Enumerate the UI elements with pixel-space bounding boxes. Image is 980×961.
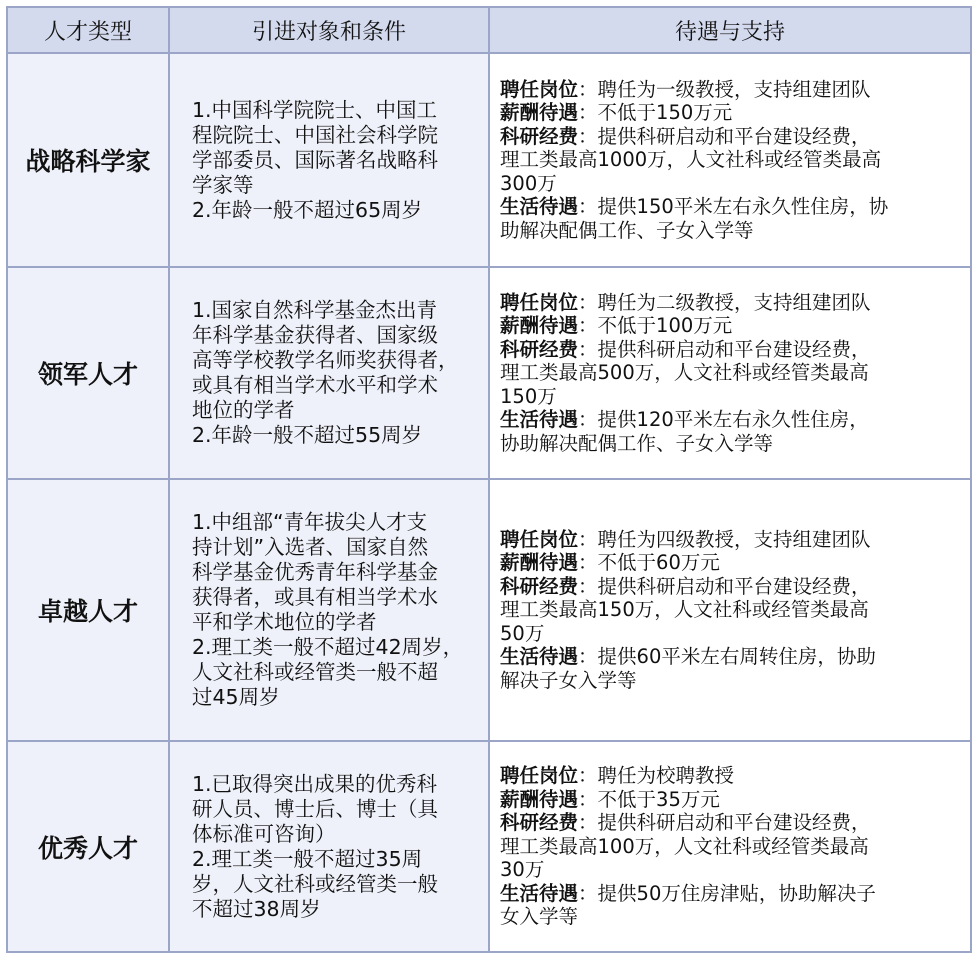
benefit-text: 提供科研启动和平台建设经费， <box>597 124 871 148</box>
condition-line: 2.年龄一般不超过55周岁 <box>192 423 423 447</box>
condition-line: 不超过38周岁 <box>192 896 321 921</box>
benefit-label: 薪酬待遇 <box>500 101 579 125</box>
benefit-text: 聘任为四级教授，支持组建团队 <box>597 527 871 551</box>
benefit-line: 科研经费：提供科研启动和平台建设经费， <box>500 574 871 598</box>
talent-policy-table <box>6 6 972 953</box>
benefit-label: 薪酬待遇 <box>500 787 579 811</box>
condition-line: 平和学术地位的学者 <box>192 610 377 634</box>
condition-line: 1.中国科学院院士、中国工 <box>192 97 438 122</box>
benefit-line <box>500 598 964 622</box>
benefit-text: 提供科研启动和平台建设经费， <box>597 574 871 598</box>
condition-line: 地位的学者 <box>192 398 295 422</box>
benefit-text: 理工类最高500万，人文社科或经管类最高 <box>500 361 869 385</box>
talent-type-cell: 领军人才 <box>7 267 169 479</box>
talent-type-cell: 卓越人才 <box>7 479 169 741</box>
benefit-text: 聘任为一级教授，支持组建团队 <box>597 77 871 101</box>
benefit-line: 生活待遇：提供120平米左右永久性住房， <box>500 408 869 432</box>
benefit-line: 科研经费：提供科研启动和平台建设经费， <box>500 124 871 148</box>
benefit-label: 科研经费 <box>500 337 579 361</box>
benefit-text: 300万 <box>500 171 557 195</box>
condition-line: 1.国家自然科学基金杰出青 <box>192 298 438 322</box>
benefit-text: 提供120平米左右永久性住房， <box>597 408 869 432</box>
condition-line: 1.已取得突出成果的优秀科 <box>192 771 438 796</box>
benefit-text: 女入学等 <box>500 905 579 929</box>
benefit-line: 生活待遇：提供50万住房津贴，协助解决子 <box>500 881 876 905</box>
benefit-text: 不低于100万元 <box>597 314 733 338</box>
benefit-line: 薪酬待遇：不低于35万元 <box>500 787 720 811</box>
condition-line: 获得者，或具有相当学术水 <box>192 585 438 609</box>
condition-line: 学部委员、国际著名战略科 <box>192 147 438 172</box>
benefit-line: 科研经费：提供科研启动和平台建设经费， <box>500 811 871 835</box>
condition-line: 过45周岁 <box>192 685 280 709</box>
benefits-cell <box>489 53 971 267</box>
benefit-label: 科研经费 <box>500 124 579 148</box>
condition-line: 1.中组部“青年拔尖人才支 <box>192 510 428 534</box>
table-row <box>7 741 971 952</box>
benefit-line <box>500 622 964 646</box>
benefit-text: 提供150平米左右永久性住房，协 <box>597 195 889 219</box>
benefit-label: 生活待遇 <box>500 408 579 432</box>
condition-line: 研人员、博士后、博士（具 <box>192 796 438 821</box>
condition-line: 2.理工类一般不超过35周 <box>192 846 423 871</box>
talent-type-cell: 优秀人才 <box>7 741 169 952</box>
benefit-text: 解决子女入学等 <box>500 668 637 692</box>
benefit-text: 50万 <box>500 621 545 645</box>
benefit-text: 150万 <box>500 384 557 408</box>
benefit-line: 生活待遇：提供60平米左右周转住房，协助 <box>500 645 876 669</box>
benefit-text: 助解决配偶工作、子女入学等 <box>500 218 754 242</box>
header-talent-type: 人才类型 <box>7 7 169 53</box>
benefit-line <box>500 172 964 196</box>
benefit-line <box>500 219 964 243</box>
benefit-line: 聘任岗位：聘任为四级教授，支持组建团队 <box>500 527 871 551</box>
condition-line: 学家等 <box>192 172 254 197</box>
condition-line: 高等学校教学名师奖获得者， <box>192 348 459 372</box>
condition-line: 或具有相当学术水平和学术 <box>192 373 438 397</box>
benefit-label: 生活待遇 <box>500 881 579 905</box>
benefits-cell <box>489 741 971 952</box>
table-row <box>7 479 971 741</box>
benefit-line: 生活待遇：提供150平米左右永久性住房，协 <box>500 195 889 219</box>
benefit-line <box>500 835 964 859</box>
benefit-label: 聘任岗位 <box>500 290 579 314</box>
benefit-text: 理工类最高150万，人文社科或经管类最高 <box>500 598 869 622</box>
benefit-label: 生活待遇 <box>500 195 579 219</box>
benefit-label: 聘任岗位 <box>500 527 579 551</box>
benefit-text: 30万 <box>500 858 545 882</box>
benefit-text: 提供60平米左右周转住房，协助 <box>597 645 876 669</box>
table-header-row <box>7 7 971 53</box>
benefit-text: 聘任为校聘教授 <box>597 764 735 788</box>
benefit-line: 科研经费：提供科研启动和平台建设经费， <box>500 337 871 361</box>
condition-line: 持计划”入选者、国家自然 <box>192 535 429 559</box>
condition-line: 岁，人文社科或经管类一般 <box>192 871 438 896</box>
table-row <box>7 53 971 267</box>
benefit-label: 聘任岗位 <box>500 764 579 788</box>
benefit-line <box>500 385 964 409</box>
talent-policy-table-container <box>6 6 970 949</box>
conditions-cell <box>169 741 489 952</box>
benefit-text: 协助解决配偶工作、子女入学等 <box>500 431 774 455</box>
benefit-text: 理工类最高100万，人文社科或经管类最高 <box>500 834 869 858</box>
talent-type-cell: 战略科学家 <box>7 53 169 267</box>
benefit-text: 不低于35万元 <box>597 787 720 811</box>
benefit-label: 薪酬待遇 <box>500 314 579 338</box>
table-body <box>7 53 971 952</box>
condition-line: 人文社科或经管类一般不超 <box>192 660 438 684</box>
benefit-line: 聘任岗位：聘任为一级教授，支持组建团队 <box>500 77 871 101</box>
condition-line: 科学基金优秀青年科学基金 <box>192 560 438 584</box>
benefit-text: 提供科研启动和平台建设经费， <box>597 337 871 361</box>
benefit-label: 科研经费 <box>500 811 579 835</box>
benefit-label: 聘任岗位 <box>500 77 579 101</box>
benefit-text: 不低于60万元 <box>597 551 720 575</box>
benefit-line: 聘任岗位：聘任为二级教授，支持组建团队 <box>500 290 871 314</box>
conditions-cell <box>169 53 489 267</box>
benefit-line <box>500 361 964 385</box>
condition-line: 2.理工类一般不超过42周岁， <box>192 635 464 659</box>
benefit-text: 提供科研启动和平台建设经费， <box>597 811 871 835</box>
benefit-text: 理工类最高1000万，人文社科或经管类最高 <box>500 148 882 172</box>
benefit-line: 薪酬待遇：不低于60万元 <box>500 551 720 575</box>
benefit-line <box>500 669 964 693</box>
condition-line: 体标准可咨询） <box>192 821 336 846</box>
benefits-cell <box>489 479 971 741</box>
table-row <box>7 267 971 479</box>
benefit-line <box>500 432 964 456</box>
condition-line: 2.年龄一般不超过65周岁 <box>192 197 423 222</box>
benefit-label: 生活待遇 <box>500 645 579 669</box>
benefit-line <box>500 148 964 172</box>
benefit-line <box>500 858 964 882</box>
benefit-label: 薪酬待遇 <box>500 551 579 575</box>
header-benefits: 待遇与支持 <box>489 7 971 53</box>
benefit-line: 薪酬待遇：不低于150万元 <box>500 101 733 125</box>
benefits-cell <box>489 267 971 479</box>
conditions-cell <box>169 267 489 479</box>
benefit-line: 薪酬待遇：不低于100万元 <box>500 314 733 338</box>
benefit-line <box>500 905 964 929</box>
benefit-text: 聘任为二级教授，支持组建团队 <box>597 290 871 314</box>
conditions-cell <box>169 479 489 741</box>
benefit-text: 提供50万住房津贴，协助解决子 <box>597 881 876 905</box>
condition-line: 年科学基金获得者、国家级 <box>192 323 438 347</box>
benefit-line: 聘任岗位：聘任为校聘教授 <box>500 764 735 788</box>
benefit-text: 不低于150万元 <box>597 101 733 125</box>
header-conditions: 引进对象和条件 <box>169 7 489 53</box>
condition-line: 程院院士、中国社会科学院 <box>192 122 438 147</box>
benefit-label: 科研经费 <box>500 574 579 598</box>
